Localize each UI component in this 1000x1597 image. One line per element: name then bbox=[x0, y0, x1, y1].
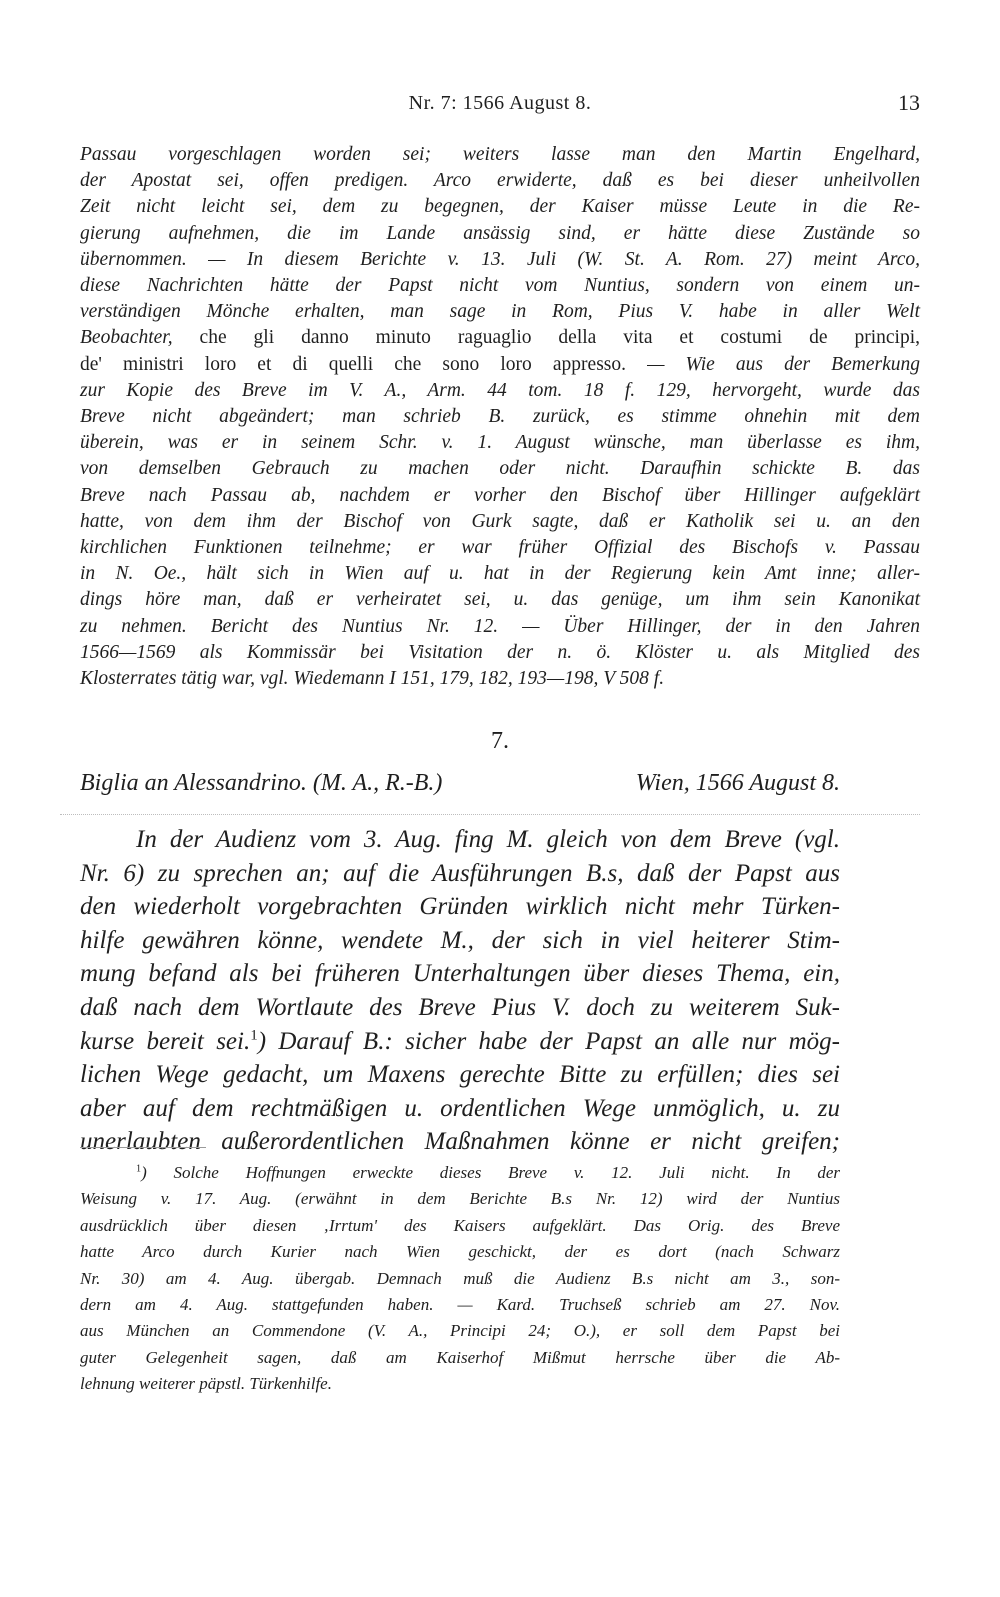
note-line: hatte, von dem ihm der Bischof von Gurk sagte, daß er Katholik sei u. an den bbox=[80, 510, 920, 532]
running-head bbox=[80, 92, 920, 120]
note-line: Breve nach Passau ab, nachdem er vorher den Bischof über Hillinger aufgeklärt bbox=[80, 484, 920, 506]
footnote-line: aus München an Commendone (V. A., Principi 24; O.), er soll dem Papst bei bbox=[80, 1321, 840, 1341]
note-line: verständigen Mönche erhalten, man sage in Rom, Pius V. habe in aller Welt bbox=[80, 301, 920, 323]
document-body bbox=[80, 823, 840, 1159]
note-line: zur Kopie des Breve im V. A., Arm. 44 tom. 18 f. 129, hervorgeht, wurde das bbox=[80, 379, 920, 401]
document-number: 7. bbox=[491, 728, 509, 754]
note-line: in N. Oe., hält sich in Wien auf u. hat in der Regierung kein Amt inne; aller- bbox=[80, 563, 920, 585]
note-line-mixed bbox=[80, 325, 920, 351]
italian-quote-fragment: che gli danno minuto raguaglio della vita et costumi de principi, bbox=[172, 327, 920, 349]
running-head-title: Nr. 7: 1566 August 8. bbox=[408, 92, 592, 114]
body-line: In der Audienz vom 3. Aug. fing M. gleich von dem Breve (vgl. bbox=[136, 826, 840, 853]
preceding-note bbox=[80, 142, 920, 692]
body-line: den wiederholt vorgebrachten Gründen wirklich nicht mehr Türken- bbox=[80, 893, 840, 921]
body-line: unerlaubten außerordentlichen Maßnahmen könne er nicht greifen; bbox=[80, 1128, 840, 1156]
footnote-line: dern am 4. Aug. stattgefunden haben. — Kard. Truchseß schrieb am 27. Nov. bbox=[80, 1295, 840, 1315]
note-italic-fragment: Beobachter, bbox=[80, 327, 173, 349]
note-line: von demselben Gebrauch zu machen oder nicht. Daraufhin schickte B. das bbox=[80, 458, 920, 480]
body-line-with-footnote bbox=[80, 1025, 840, 1059]
body-line: daß nach dem Wortlaute des Breve Pius V. doch zu weiterem Suk- bbox=[80, 993, 840, 1021]
note-line: diese Nachrichten hätte der Papst nicht vom Nuntius, sondern von einem un- bbox=[80, 275, 920, 297]
footnote-line bbox=[80, 1160, 840, 1186]
note-line-mixed bbox=[80, 352, 920, 378]
body-line: hilfe gewähren könne, wendete M., der sich in viel heiterer Stim- bbox=[80, 926, 840, 954]
dotted-divider bbox=[60, 814, 920, 817]
note-line: Klosterrates tätig war, vgl. Wiedemann I 151, 179, 182, 193—198, V 508 f. bbox=[80, 668, 665, 690]
note-line: übernommen. — In diesem Berichte v. 13. Juli (W. St. A. Rom. 27) meint Arco, bbox=[80, 248, 920, 270]
footnote-marker: 1 bbox=[136, 1163, 142, 1175]
note-line: Zeit nicht leicht sei, dem zu begegnen, der Kaiser müsse Leute in die Re- bbox=[80, 196, 920, 218]
body-line: mung befand als bei früheren Unterhaltungen über dieses Thema, ein, bbox=[80, 960, 840, 988]
footnote-line: Nr. 30) am 4. Aug. übergab. Demnach muß die Audienz B.s nicht am 3., son- bbox=[80, 1268, 840, 1288]
note-line: zu nehmen. Bericht des Nuntius Nr. 12. — Über Hillinger, der in den Jahren bbox=[80, 615, 920, 637]
document-sender-recipient: Biglia an Alessandrino. (M. A., R.-B.) bbox=[80, 770, 443, 796]
note-line: kirchlichen Funktionen teilnehme; er war früher Offizial des Bischofs v. Passau bbox=[80, 537, 920, 559]
body-fragment: ) Darauf B.: sicher habe der Papst an alle nur mög- bbox=[257, 1027, 840, 1055]
body-line: aber auf dem rechtmäßigen u. ordentlichen Wege unmöglich, u. zu bbox=[80, 1094, 840, 1122]
note-line: überein, was er in seinem Schr. v. 1. August wünsche, man überlasse es ihm, bbox=[80, 432, 920, 454]
body-fragment: kurse bereit sei. bbox=[80, 1027, 251, 1055]
footnote-line: hatte Arco durch Kurier nach Wien geschickt, der es dort (nach Schwarz bbox=[80, 1242, 840, 1262]
document-heading bbox=[80, 770, 840, 806]
page-number: 13 bbox=[898, 90, 920, 115]
footnote-line: lehnung weiterer päpstl. Türkenhilfe. bbox=[80, 1374, 332, 1394]
document-place-date: Wien, 1566 August 8. bbox=[635, 770, 840, 796]
italian-quote-fragment: de' ministri loro et di quelli che sono loro appresso. bbox=[80, 353, 626, 375]
note-line: gierung aufnehmen, die im Lande ansässig sind, er hätte diese Zustände so bbox=[80, 222, 920, 244]
note-line: der Apostat sei, offen predigen. Arco erwiderte, daß es bei dieser unheilvollen bbox=[80, 170, 920, 192]
footnote-line: ausdrücklich über diesen ‚Irrtum' des Kaisers aufgeklärt. Das Orig. des Breve bbox=[80, 1215, 840, 1235]
footnote-reference: 1 bbox=[250, 1027, 258, 1044]
body-line: Nr. 6) zu sprechen an; auf die Ausführungen B.s, daß der Papst aus bbox=[80, 859, 840, 887]
note-line: Breve nicht abgeändert; man schrieb B. zurück, es stimme ohnehin mit dem bbox=[80, 406, 920, 428]
footnote-line: guter Gelegenheit sagen, daß am Kaiserhof Mißmut herrsche über die Ab- bbox=[80, 1347, 840, 1367]
note-italic-fragment: — Wie aus der Bemerkung bbox=[626, 353, 920, 375]
body-line: lichen Wege gedacht, um Maxens gerechte Bitte zu erfüllen; dies sei bbox=[80, 1061, 840, 1089]
footnote-rule bbox=[80, 1147, 206, 1148]
footnote bbox=[80, 1160, 840, 1398]
note-line: 1566—1569 als Kommissär bei Visitation der n. ö. Klöster u. als Mitglied des bbox=[80, 641, 920, 663]
note-line: Passau vorgeschlagen worden sei; weiters lasse man den Martin Engelhard, bbox=[80, 144, 920, 165]
footnote-line: Weisung v. 17. Aug. (erwähnt in dem Berichte B.s Nr. 12) wird der Nuntius bbox=[80, 1189, 840, 1209]
note-line: dings höre man, daß er verheiratet sei, u. das genüge, um ihm sein Kanonikat bbox=[80, 589, 920, 611]
footnote-fragment: ) Solche Hoffnungen erweckte dieses Breve v. 12. Juli nicht. In der bbox=[141, 1163, 840, 1182]
